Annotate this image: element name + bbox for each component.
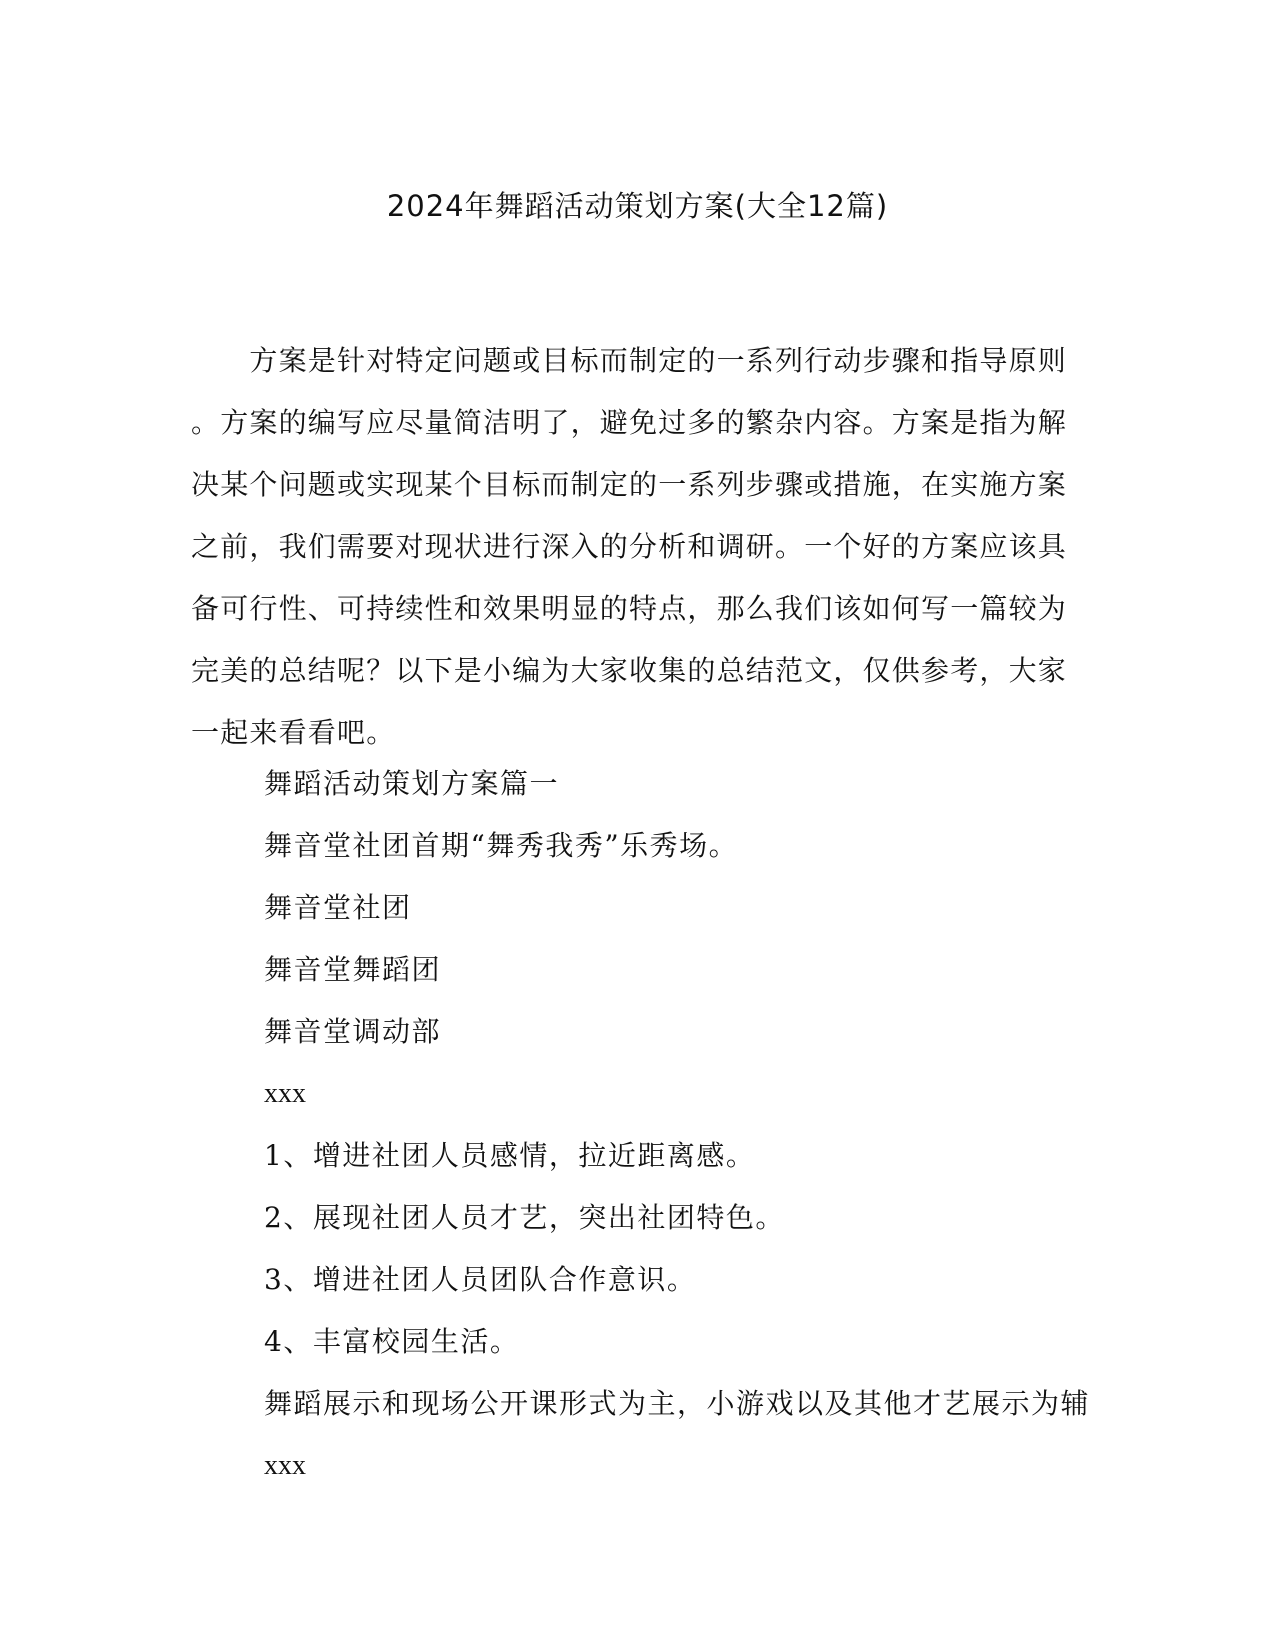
activity-name-line: 舞音堂社团首期“舞秀我秀”乐秀场。 <box>264 829 739 862</box>
intro-line: 备可行性、可持续性和效果明显的特点，那么我们该如何写一篇较为 <box>191 592 1068 625</box>
intro-line: 之前，我们需要对现状进行深入的分析和调研。一个好的方案应该具 <box>191 530 1068 563</box>
section-heading: 舞蹈活动策划方案篇一 <box>264 767 560 800</box>
organizer-line: 舞音堂调动部 <box>264 1015 442 1048</box>
goal-item: 2、展现社团人员才艺，突出社团特色。 <box>264 1201 785 1234</box>
article-body <box>264 753 1164 1497</box>
intro-line: 完美的总结呢？以下是小编为大家收集的总结范文，仅供参考，大家 <box>191 654 1068 687</box>
placeholder-line: xxx <box>264 1078 306 1109</box>
goal-item: 3、增进社团人员团队合作意识。 <box>264 1263 697 1296</box>
activity-format-line: 舞蹈展示和现场公开课形式为主，小游戏以及其他才艺展示为辅 <box>264 1387 1091 1420</box>
intro-line: 决某个问题或实现某个目标而制定的一系列步骤或措施，在实施方案 <box>191 468 1068 501</box>
goal-item: 4、丰富校园生活。 <box>264 1325 520 1358</box>
intro-line: 一起来看看吧。 <box>191 716 396 749</box>
intro-line: 方案是针对特定问题或目标而制定的一系列行动步骤和指导原则 <box>191 344 1068 377</box>
organizer-line: 舞音堂社团 <box>264 891 412 924</box>
intro-paragraph <box>191 330 1091 764</box>
organizer-line: 舞音堂舞蹈团 <box>264 953 442 986</box>
goal-item: 1、增进社团人员感情，拉近距离感。 <box>264 1139 756 1172</box>
intro-line: 。方案的编写应尽量简洁明了，避免过多的繁杂内容。方案是指为解 <box>191 406 1068 439</box>
placeholder-line: xxx <box>264 1450 306 1481</box>
document-title: 2024年舞蹈活动策划方案(大全12篇) <box>386 189 889 223</box>
